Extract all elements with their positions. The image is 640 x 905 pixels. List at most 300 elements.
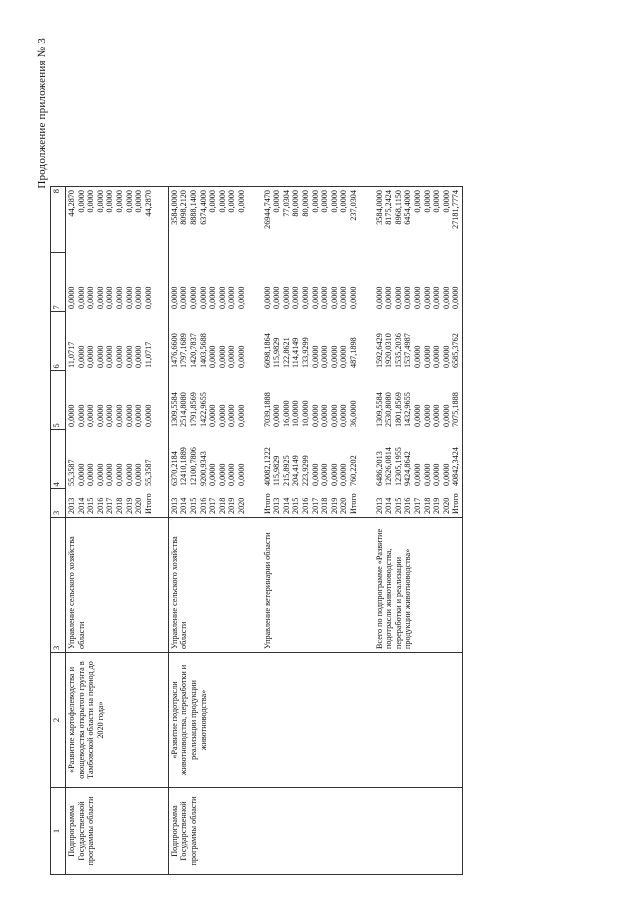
col7-value: 0,0000 <box>422 286 432 309</box>
col6-value: 11,0717 <box>143 341 153 368</box>
col6-value: 0,0000 <box>227 345 237 368</box>
col5-value: 1801,8569 <box>393 392 403 427</box>
col6-value: 1420,7837 <box>189 333 199 368</box>
year-value: 2018 <box>217 497 227 514</box>
col4-value: 6486,2013 <box>374 451 384 486</box>
spacer-row <box>154 187 168 875</box>
col8-value: 3584,0000 <box>374 190 384 225</box>
col6-value: 0,0000 <box>105 345 115 368</box>
col7-value: 0,0000 <box>217 286 227 309</box>
col5-cell <box>168 371 247 430</box>
col4-value: 115,9829 <box>272 455 282 486</box>
col7-value: 0,0000 <box>169 286 179 309</box>
program-type-cell <box>262 788 360 875</box>
col7-value: 0,0000 <box>441 286 451 309</box>
col5-value: 7075,1888 <box>451 392 461 427</box>
col-number-6: 6 <box>51 312 66 371</box>
col6-value: 6098,1864 <box>262 333 272 368</box>
col6-value: 1403,5688 <box>198 333 208 368</box>
spacer-row <box>360 187 374 875</box>
col6-value: 1537,4987 <box>403 333 413 368</box>
col6-value: 0,0000 <box>114 345 124 368</box>
year-cell <box>262 489 360 518</box>
program-name-cell <box>374 653 463 788</box>
col7-value: 0,0000 <box>179 286 189 309</box>
col8-value: 80,0000 <box>291 190 301 217</box>
col6-value: 0,0000 <box>320 345 330 368</box>
year-value: Итого <box>451 493 461 514</box>
col6-value: 1592,6429 <box>374 333 384 368</box>
col4-value: 204,4149 <box>291 455 301 486</box>
col6-value: 122,8621 <box>281 337 291 368</box>
col4-value: 0,0000 <box>76 463 86 486</box>
col8-value: 80,0000 <box>300 190 310 217</box>
col8-value: 44,2870 <box>67 190 76 217</box>
col7-value: 0,0000 <box>272 286 282 309</box>
col4-cell <box>262 430 360 489</box>
col4-value: 0,0000 <box>422 463 432 486</box>
col7-value: 0,0000 <box>95 286 105 309</box>
col4-value: 6370,2184 <box>169 451 179 486</box>
col8-value: 0,0000 <box>441 190 451 213</box>
year-value: Итого <box>348 493 358 514</box>
spacer-cell <box>248 312 262 371</box>
col7-value: 0,0000 <box>412 286 422 309</box>
col5-value: 10,0000 <box>291 400 301 427</box>
year-value: 2020 <box>134 497 144 514</box>
spacer-cell <box>360 371 374 430</box>
col5-value: 0,0000 <box>432 404 442 427</box>
col5-value: 0,0000 <box>329 404 339 427</box>
col6-value: 0,0000 <box>95 345 105 368</box>
spacer-cell <box>248 653 262 788</box>
col6-value: 1476,6600 <box>169 333 179 368</box>
col4-value: 0,0000 <box>329 463 339 486</box>
col7-value: 0,0000 <box>281 286 291 309</box>
col4-value: 55,3587 <box>143 459 153 486</box>
year-value: 2017 <box>208 497 218 514</box>
col7-value: 0,0000 <box>393 286 403 309</box>
col5-value: 0,0000 <box>95 404 105 427</box>
col5-value: 0,0000 <box>412 404 422 427</box>
spacer-cell <box>154 253 168 312</box>
col6-cell <box>168 312 247 371</box>
program-name-cell <box>66 653 155 788</box>
program-type-cell <box>66 788 155 875</box>
executor-name: Всего по подпрограмме «Развитие подотрасли животноводства, переработки и реализации продукции животноводства» <box>374 528 413 649</box>
col6-value: 0,0000 <box>441 345 451 368</box>
year-value: 2017 <box>412 497 422 514</box>
col8-value: 0,0000 <box>320 190 330 213</box>
col5-value: 0,0000 <box>320 404 330 427</box>
col8-value: 0,0000 <box>272 190 282 213</box>
col6-value: 0,0000 <box>432 345 442 368</box>
col4-value: 215,8925 <box>281 455 291 486</box>
col7-value: 0,0000 <box>227 286 237 309</box>
col5-value: 36,0000 <box>348 400 358 427</box>
col7-value: 0,0000 <box>310 286 320 309</box>
executor-cell <box>168 518 247 653</box>
col8-value: 0,0000 <box>86 190 96 213</box>
col4-value: 55,3587 <box>67 459 76 486</box>
year-value: 2018 <box>422 497 432 514</box>
col5-cell <box>262 371 360 430</box>
col5-value: 0,0000 <box>114 404 124 427</box>
spacer-cell <box>360 253 374 312</box>
col8-value: 0,0000 <box>134 190 144 213</box>
col8-value: 44,2870 <box>143 190 153 217</box>
table-row <box>374 187 463 875</box>
spacer-cell <box>248 253 262 312</box>
col7-value: 0,0000 <box>451 286 461 309</box>
col-number-4: 4 <box>51 430 66 489</box>
col4-value: 12100,7806 <box>189 447 199 486</box>
year-value: 2014 <box>281 497 291 514</box>
col7-value: 0,0000 <box>237 286 246 309</box>
table-body <box>66 187 463 875</box>
col7-value: 0,0000 <box>348 286 358 309</box>
col4-value: 0,0000 <box>412 463 422 486</box>
col5-value: 0,0000 <box>105 404 115 427</box>
col5-value: 1309,5584 <box>374 392 384 427</box>
col8-value: 0,0000 <box>329 190 339 213</box>
col8-value: 8175,2424 <box>384 190 394 225</box>
year-value: 2019 <box>432 497 442 514</box>
col8-value: 6374,4000 <box>198 190 208 225</box>
col7-value: 0,0000 <box>189 286 199 309</box>
year-value: 2015 <box>393 497 403 514</box>
col-number-3: 3 <box>51 518 66 653</box>
col6-value: 0,0000 <box>76 345 86 368</box>
col8-value: 0,0000 <box>95 190 105 213</box>
col7-value: 0,0000 <box>339 286 349 309</box>
col7-value: 0,0000 <box>105 286 115 309</box>
col8-value: 0,0000 <box>76 190 86 213</box>
col7-value: 0,0000 <box>300 286 310 309</box>
executor-cell <box>262 518 360 653</box>
year-value: 2014 <box>384 497 394 514</box>
col6-cell <box>66 312 155 371</box>
program-type: Подпрограмма Государственной программы области <box>67 796 96 866</box>
spacer-cell <box>154 371 168 430</box>
year-value: 2013 <box>169 497 179 514</box>
col-number-2: 2 <box>51 653 66 788</box>
col5-value: 0,0000 <box>422 404 432 427</box>
col7-cell <box>168 253 247 312</box>
program-type-cell <box>374 788 463 875</box>
col4-value: 0,0000 <box>320 463 330 486</box>
col6-value: 0,0000 <box>237 345 246 368</box>
col6-value: 487,1898 <box>348 337 358 368</box>
col5-value: 0,0000 <box>208 404 218 427</box>
col8-value: 6454,4000 <box>403 190 413 225</box>
year-value: 2018 <box>320 497 330 514</box>
year-value: 2020 <box>339 497 349 514</box>
year-cell <box>168 489 247 518</box>
col6-value: 0,0000 <box>412 345 422 368</box>
program-name-cell <box>168 653 247 788</box>
col4-value: 9424,8642 <box>403 451 413 486</box>
spacer-cell <box>248 788 262 875</box>
col7-value: 0,0000 <box>124 286 134 309</box>
col7-value: 0,0000 <box>329 286 339 309</box>
col6-value: 6585,3762 <box>451 333 461 368</box>
continuation-label: Продолжение приложения № 3 <box>36 38 48 189</box>
col8-value: 0,0000 <box>208 190 218 213</box>
col7-value: 0,0000 <box>76 286 86 309</box>
spacer-cell <box>154 187 168 254</box>
col4-value: 40082,1222 <box>262 447 272 486</box>
col8-value: 8098,2120 <box>179 190 189 225</box>
col4-value: 0,0000 <box>208 463 218 486</box>
col5-value: 1432,9655 <box>403 392 413 427</box>
program-name-cell <box>262 653 360 788</box>
table-row <box>66 187 155 875</box>
col6-value: 11,0717 <box>67 341 76 368</box>
year-cell <box>66 489 155 518</box>
year-value: 2019 <box>124 497 134 514</box>
executor-cell <box>374 518 463 653</box>
col4-value: 0,0000 <box>227 463 237 486</box>
col8-value: 0,0000 <box>339 190 349 213</box>
col4-value: 12626,0814 <box>384 447 394 486</box>
year-value: 2017 <box>310 497 320 514</box>
col7-value: 0,0000 <box>432 286 442 309</box>
col5-value: 2530,8080 <box>384 392 394 427</box>
year-value: 2015 <box>291 497 301 514</box>
col6-value: 0,0000 <box>134 345 144 368</box>
spacer-cell <box>248 371 262 430</box>
col8-value: 0,0000 <box>124 190 134 213</box>
year-value: 2014 <box>76 497 86 514</box>
year-value: 2020 <box>237 497 246 514</box>
spacer-cell <box>360 187 374 254</box>
col4-value: 760,2202 <box>348 455 358 486</box>
year-value: 2016 <box>300 497 310 514</box>
col4-value: 12305,1955 <box>393 447 403 486</box>
year-value: 2020 <box>441 497 451 514</box>
col6-cell <box>374 312 463 371</box>
col6-value: 1535,2036 <box>393 333 403 368</box>
spacer-cell <box>360 430 374 489</box>
col8-value: 8968,1150 <box>393 190 403 225</box>
col4-cell <box>374 430 463 489</box>
col5-value: 0,0000 <box>134 404 144 427</box>
col6-value: 0,0000 <box>310 345 320 368</box>
col5-value: 0,0000 <box>272 404 282 427</box>
col-number-year: 3 <box>51 489 66 518</box>
spacer-cell <box>154 518 168 653</box>
col4-cell <box>168 430 247 489</box>
col5-value: 0,0000 <box>124 404 134 427</box>
year-value: 2017 <box>105 497 115 514</box>
col4-value: 0,0000 <box>310 463 320 486</box>
executor-name: Управление сельского хозяйства области <box>169 536 189 649</box>
col5-value: 1309,5584 <box>169 392 179 427</box>
col6-value: 133,9299 <box>300 337 310 368</box>
year-value: 2016 <box>95 497 105 514</box>
col8-value: 0,0000 <box>412 190 422 213</box>
col8-value: 0,0000 <box>432 190 442 213</box>
col7-value: 0,0000 <box>67 286 76 309</box>
col7-value: 0,0000 <box>403 286 413 309</box>
col4-value: 40842,3424 <box>451 447 461 486</box>
spacer-cell <box>154 489 168 518</box>
col7-value: 0,0000 <box>208 286 218 309</box>
col6-value: 0,0000 <box>217 345 227 368</box>
col5-value: 10,0000 <box>300 400 310 427</box>
col7-value: 0,0000 <box>134 286 144 309</box>
col8-value: 0,0000 <box>217 190 227 213</box>
col4-value: 0,0000 <box>95 463 105 486</box>
col6-value: 114,4149 <box>291 337 301 368</box>
col7-value: 0,0000 <box>114 286 124 309</box>
col5-value: 0,0000 <box>310 404 320 427</box>
col8-value: 77,0304 <box>281 190 291 217</box>
col5-value: 0,0000 <box>217 404 227 427</box>
year-value: 2015 <box>189 497 199 514</box>
col6-value: 0,0000 <box>422 345 432 368</box>
col4-value: 0,0000 <box>441 463 451 486</box>
col5-cell <box>374 371 463 430</box>
executor-cell <box>66 518 155 653</box>
spacer-cell <box>154 653 168 788</box>
col5-value: 0,0000 <box>227 404 237 427</box>
program-name: «Развитие картофелеводства и овощеводства открытого грунта в Тамбовской области на период до 2020 года» <box>67 661 105 779</box>
col8-cell <box>66 187 155 254</box>
col4-value: 0,0000 <box>86 463 96 486</box>
spacer-cell <box>360 489 374 518</box>
col4-value: 223,9299 <box>300 455 310 486</box>
col5-value: 1422,9655 <box>198 392 208 427</box>
col4-value: 0,0000 <box>237 463 246 486</box>
table-row <box>262 187 360 875</box>
col8-value: 0,0000 <box>310 190 320 213</box>
col8-cell <box>168 187 247 254</box>
col5-value: 0,0000 <box>237 404 246 427</box>
col4-cell <box>66 430 155 489</box>
col4-value: 0,0000 <box>124 463 134 486</box>
col-number-7: 7 <box>51 253 66 312</box>
col8-cell <box>262 187 360 254</box>
year-value: 2016 <box>403 497 413 514</box>
col6-cell <box>262 312 360 371</box>
col8-value: 0,0000 <box>114 190 124 213</box>
col7-cell <box>66 253 155 312</box>
col7-value: 0,0000 <box>86 286 96 309</box>
column-number-row <box>51 187 66 875</box>
spacer-cell <box>248 187 262 254</box>
col6-value: 115,9829 <box>272 337 282 368</box>
col8-value: 237,0304 <box>348 190 358 221</box>
table-row <box>168 187 247 875</box>
col-number-5: 5 <box>51 371 66 430</box>
program-type: Подпрограмма Государственной программы области <box>169 796 199 866</box>
col4-value: 12410,1889 <box>179 447 189 486</box>
col6-value: 0,0000 <box>86 345 96 368</box>
year-value: 2018 <box>114 497 124 514</box>
col7-value: 0,0000 <box>262 286 272 309</box>
col8-value: 8888,1400 <box>189 190 199 225</box>
year-value: 2013 <box>374 497 384 514</box>
col4-value: 0,0000 <box>339 463 349 486</box>
spacer-cell <box>248 430 262 489</box>
col5-value: 7039,1888 <box>262 392 272 427</box>
col4-value: 0,0000 <box>432 463 442 486</box>
col7-value: 0,0000 <box>374 286 384 309</box>
col7-value: 0,0000 <box>320 286 330 309</box>
spacer-cell <box>248 518 262 653</box>
col5-value: 0,0000 <box>441 404 451 427</box>
col5-value: 1791,8569 <box>189 392 199 427</box>
col6-value: 0,0000 <box>208 345 218 368</box>
col6-value: 0,0000 <box>339 345 349 368</box>
col5-value: 2514,8080 <box>179 392 189 427</box>
executor-name: Управление ветеринарии области <box>262 532 272 649</box>
spacer-cell <box>360 518 374 653</box>
col7-cell <box>262 253 360 312</box>
col7-value: 0,0000 <box>384 286 394 309</box>
col-number-8: 8 <box>51 187 66 254</box>
col6-value: 0,0000 <box>329 345 339 368</box>
col7-value: 0,0000 <box>291 286 301 309</box>
col7-value: 0,0000 <box>198 286 208 309</box>
spacer-cell <box>360 653 374 788</box>
col5-value: 0,0000 <box>76 404 86 427</box>
col4-value: 0,0000 <box>114 463 124 486</box>
col4-value: 0,0000 <box>134 463 144 486</box>
col8-cell <box>374 187 463 254</box>
year-cell <box>374 489 463 518</box>
col5-value: 16,0000 <box>281 400 291 427</box>
col6-value: 1797,1689 <box>179 333 189 368</box>
spacer-cell <box>154 430 168 489</box>
col5-value: 0,0000 <box>339 404 349 427</box>
year-value: 2016 <box>198 497 208 514</box>
spacer-row <box>248 187 262 875</box>
col6-value: 0,0000 <box>124 345 134 368</box>
col4-value: 9200,9343 <box>198 451 208 486</box>
year-value: Итого <box>143 493 153 514</box>
col8-value: 0,0000 <box>105 190 115 213</box>
col4-value: 0,0000 <box>217 463 227 486</box>
col5-value: 0,0000 <box>143 404 153 427</box>
col8-value: 0,0000 <box>237 190 246 213</box>
program-type-cell <box>168 788 247 875</box>
col4-value: 0,0000 <box>105 463 115 486</box>
col7-value: 0,0000 <box>143 286 153 309</box>
program-name: «Развитие подотрасли животноводства, переработки и реализации продукции животноводства» <box>169 664 208 776</box>
year-value: 2013 <box>272 497 282 514</box>
col5-value: 0,0000 <box>86 404 96 427</box>
col8-value: 27181,7774 <box>451 190 461 229</box>
year-value: Итого <box>262 493 272 514</box>
year-value: 2013 <box>67 497 76 514</box>
col8-value: 0,0000 <box>227 190 237 213</box>
year-value: 2019 <box>227 497 237 514</box>
spacer-cell <box>154 788 168 875</box>
col-number-1: 1 <box>51 788 66 875</box>
year-value: 2019 <box>329 497 339 514</box>
col8-value: 26944,7470 <box>262 190 272 229</box>
col6-value: 1920,0310 <box>384 333 394 368</box>
spacer-cell <box>248 489 262 518</box>
col8-value: 0,0000 <box>422 190 432 213</box>
year-value: 2015 <box>86 497 96 514</box>
executor-name: Управление сельского хозяйства области <box>67 536 86 649</box>
year-value: 2014 <box>179 497 189 514</box>
spacer-cell <box>360 788 374 875</box>
